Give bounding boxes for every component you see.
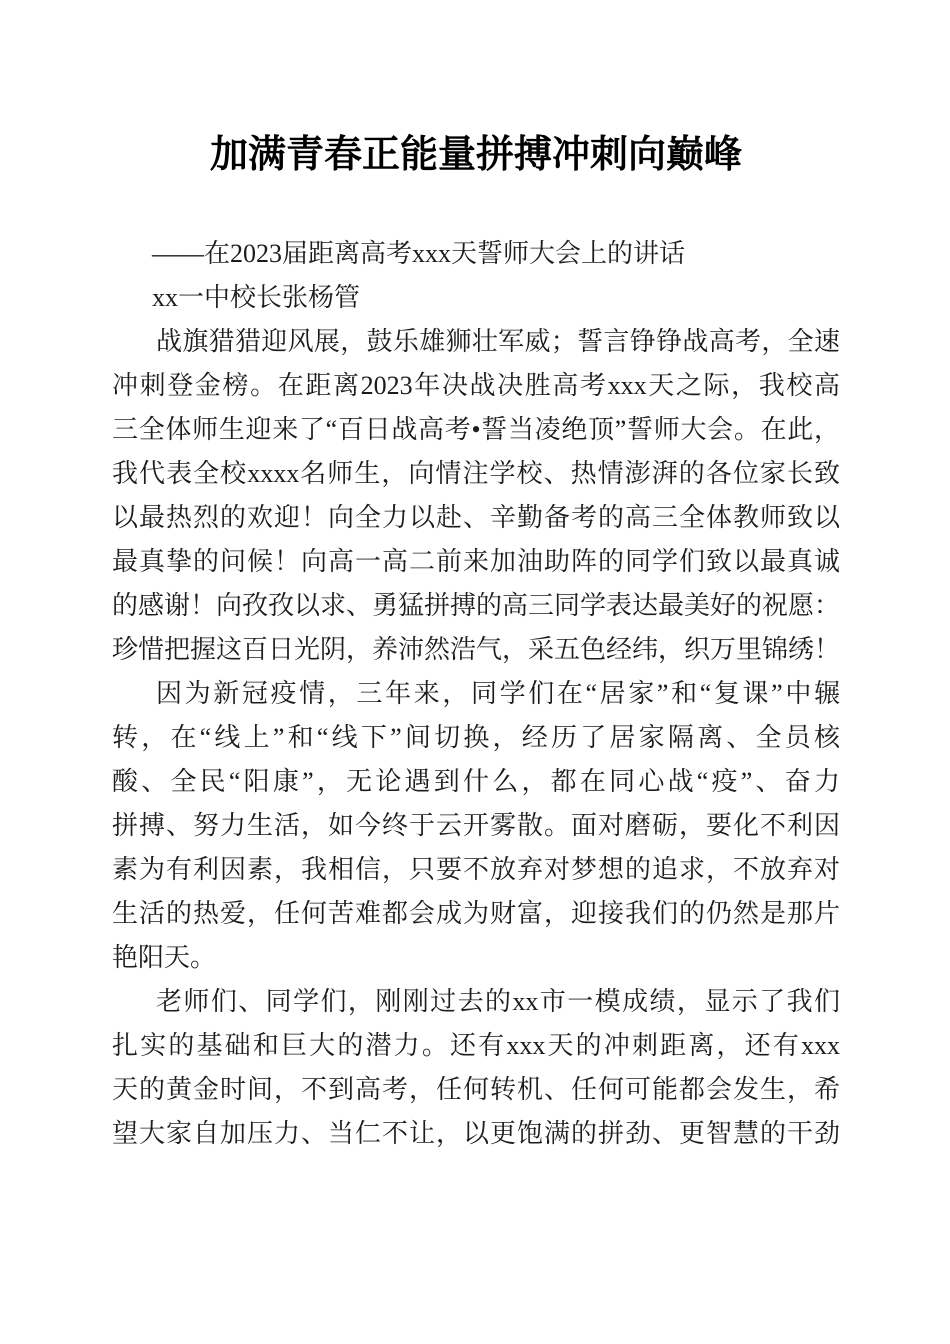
paragraph-line: 冲刺登金榜。在距离2023年决战决胜高考xxx天之际，我校高: [112, 371, 840, 400]
paragraph: [112, 320, 840, 672]
paragraph: [112, 980, 840, 1156]
paragraph: [112, 672, 840, 980]
paragraphs: [112, 320, 840, 1156]
paragraph-line: 望大家自加压力、当仁不让，以更饱满的拼劲、更智慧的干劲: [112, 1119, 840, 1148]
paragraph-line: 生活的热爱，任何苦难都会成为财富，迎接我们的仍然是那片: [112, 899, 840, 928]
document-body: [112, 232, 840, 1156]
paragraph-line: 拼搏、努力生活，如今终于云开雾散。面对磨砺，要化不利因: [112, 811, 840, 840]
paragraph-line: 天的黄金时间，不到高考，任何转机、任何可能都会发生，希: [112, 1075, 840, 1104]
paragraph-line: 转，在“线上”和“线下”间切换，经历了居家隔离、全员核: [112, 723, 840, 752]
paragraph-line: 扎实的基础和巨大的潜力。还有xxx天的冲刺距离，还有xxx: [112, 1031, 840, 1060]
paragraph-line: 以最热烈的欢迎！向全力以赴、辛勤备考的高三全体教师致以: [112, 503, 840, 532]
paragraph-line: 艳阳天。: [112, 943, 217, 972]
paragraph-line: 因为新冠疫情，三年来，同学们在“居家”和“复课”中辗: [156, 679, 840, 708]
paragraph-line: 酸、全民“阳康”，无论遇到什么，都在同心战“疫”、奋力: [112, 767, 840, 796]
paragraph-line: 战旗猎猎迎风展，鼓乐雄狮壮军威；誓言铮铮战高考，全速: [156, 327, 840, 356]
paragraph-line: 珍惜把握这百日光阴，养沛然浩气，采五色经纬，织万里锦绣！: [112, 635, 841, 664]
document-title: 加满青春正能量拼搏冲刺向巅峰: [209, 134, 742, 176]
paragraph-line: 三全体师生迎来了“百日战高考•誓当凌绝顶”誓师大会。在此，: [112, 415, 840, 444]
author-line: xx一中校长张杨管: [152, 283, 361, 312]
paragraph-line: 最真挚的问候！向高一高二前来加油助阵的同学们致以最真诚: [112, 547, 840, 576]
paragraph-line: 我代表全校xxxx名师生，向情注学校、热情澎湃的各位家长致: [112, 459, 840, 488]
paragraph-line: 的感谢！向孜孜以求、勇猛拼搏的高三同学表达最美好的祝愿：: [112, 591, 841, 620]
paragraph-line: 素为有利因素，我相信，只要不放弃对梦想的追求，不放弃对: [112, 855, 840, 884]
paragraph-line: 老师们、同学们，刚刚过去的xx市一模成绩，显示了我们: [156, 987, 840, 1016]
subtitle-line: ——在2023届距离高考xxx天誓师大会上的讲话: [152, 239, 686, 268]
